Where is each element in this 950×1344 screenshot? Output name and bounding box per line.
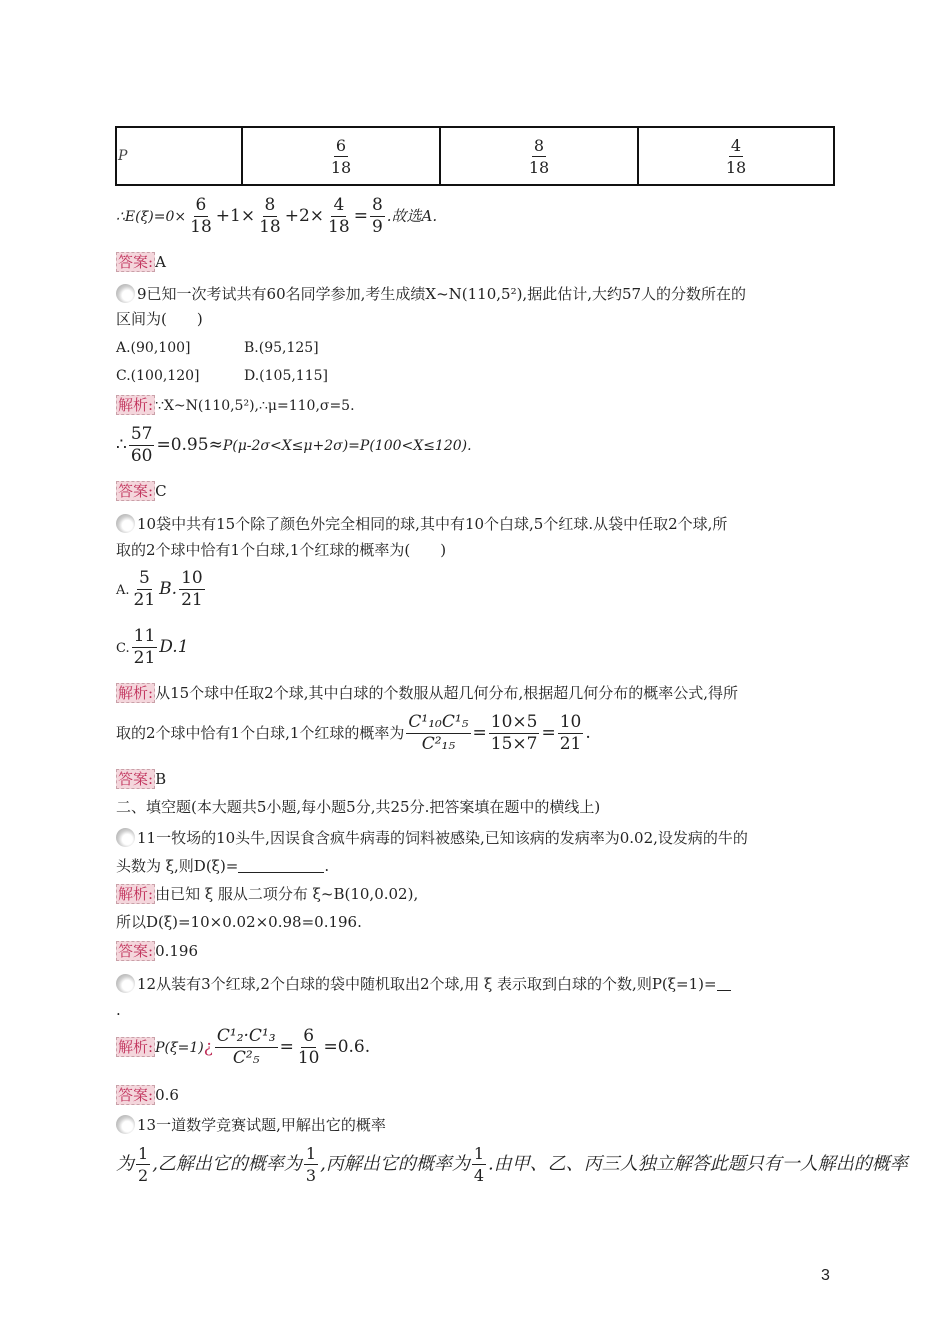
table-cell (242, 127, 440, 185)
answer-value: B (155, 770, 167, 788)
fraction-numerator: 6 (303, 1026, 315, 1046)
answer-value: C (155, 482, 167, 500)
q12-answer-line (116, 1085, 179, 1105)
q9-option-b: B.(95,125] (244, 340, 319, 356)
fraction-numerator: C¹₁₀C¹₅ (408, 712, 469, 732)
calc-middle: =0.95≈ (156, 435, 223, 455)
question-13-line1 (116, 1115, 386, 1135)
question-text: 一道数学竞赛试题,甲解出它的概率 (156, 1116, 386, 1134)
answer-blank (717, 976, 731, 991)
question-bullet-icon (116, 514, 135, 533)
answer-label: 答案: (118, 482, 154, 500)
answer-label: 答案: (118, 770, 154, 788)
analysis-text: ∵X~N(110,5²),∴μ=110,σ=5. (155, 398, 355, 414)
table-cell (638, 127, 834, 185)
q9-option-c: C.(100,120] (116, 368, 200, 384)
question-number: 13 (137, 1116, 157, 1134)
answer-label: 答案: (118, 1086, 154, 1104)
question-9-line2: 区间为( ) (116, 310, 203, 328)
fraction-denominator: 18 (725, 157, 747, 177)
fraction-denominator: 9 (371, 217, 383, 237)
answer-value: 0.196 (155, 942, 199, 960)
calc-rest: P(μ-2σ<X≤μ+2σ)=P(100<X≤120). (222, 438, 472, 454)
q9-option-a: A.(90,100] (116, 340, 191, 356)
question-bullet-icon (116, 1115, 135, 1134)
fraction-numerator: 8 (371, 195, 383, 215)
question-10-line1 (116, 514, 727, 534)
question-text: .由甲、乙、丙三人独立解答此题只有一人解出的概率 (488, 1153, 908, 1175)
question-bullet-icon (116, 284, 135, 303)
question-number: 10 (137, 515, 157, 533)
question-9-line1 (116, 284, 746, 304)
question-text: 袋中共有15个除了颜色外完全相同的球,其中有10个白球,5个红球.从袋中任取2个球,所 (156, 515, 728, 533)
answer-value: A (155, 253, 166, 271)
expectation-line (116, 195, 437, 238)
expectation-prefix: ∴E(ξ)=0× (116, 209, 187, 225)
fraction-denominator: C²₁₅ (421, 734, 456, 754)
q11-answer-line (116, 941, 198, 961)
option-a-label: A. (116, 583, 130, 598)
question-12-line2: . (116, 1001, 121, 1019)
fraction-denominator: C²₅ (232, 1048, 260, 1068)
answer-value: 0.6 (155, 1086, 179, 1104)
analysis-text: 由已知 ξ 服从二项分布 ξ~B(10,0.02), (155, 885, 419, 903)
expectation-term: = (353, 206, 368, 226)
fraction-denominator: 21 (133, 590, 156, 610)
fraction-numerator: C¹₂·C¹₃ (216, 1026, 276, 1046)
question-12-line1 (116, 974, 731, 994)
question-text: 已知一次考试共有60名同学参加,考生成绩X~N(110,5²),据此估计,大约57人的分数所在的 (146, 285, 747, 303)
fraction-denominator: 21 (133, 648, 156, 668)
fraction-denominator: 15×7 (490, 734, 538, 754)
q8-answer-line (116, 252, 166, 272)
fraction-numerator: 11 (133, 626, 156, 646)
answer-label: 答案: (118, 253, 154, 271)
fraction-denominator: 2 (138, 1166, 149, 1185)
fraction-numerator: 57 (130, 424, 153, 444)
fraction-numerator: 6 (335, 135, 347, 155)
question-bullet-icon (116, 828, 135, 847)
expectation-suffix: .故选A. (386, 207, 438, 225)
fraction-denominator: 10 (297, 1048, 320, 1068)
fraction-numerator: 5 (138, 568, 150, 588)
question-text: 头数为 ξ,则D(ξ)= (116, 857, 239, 875)
fraction-numerator: 6 (195, 195, 207, 215)
q10-analysis-line2: 取的2个球中恰有1个白球,1个红球的概率为 $\frac{\text{C¹₁₀C¹₅}}{\text{C²₁₅}}$ = $\frac{10\times 5}{15\times 7}$ = $\frac{10}{21}$ . (116, 712, 591, 754)
fraction-numerator: 10 (181, 568, 203, 588)
q10-analysis-line1 (116, 683, 738, 703)
probability-table (115, 126, 835, 186)
fraction-denominator: 18 (330, 157, 352, 177)
fraction-numerator: 1 (473, 1144, 485, 1163)
fraction-denominator: 21 (181, 590, 203, 610)
q9-answer-line (116, 481, 167, 501)
fraction-numerator: 4 (333, 195, 345, 215)
question-11-line1 (116, 828, 748, 848)
fraction-denominator: 18 (328, 217, 350, 237)
question-number: 12 (137, 975, 157, 993)
expectation-term: +2× (284, 206, 325, 226)
analysis-prefix: P(ξ=1) (155, 1040, 204, 1056)
fraction-numerator: 10 (559, 712, 582, 732)
q10-options-ab (116, 568, 207, 611)
q12-analysis-line: 解析: P(ξ=1)¿ $\frac{\text{C¹₂·C¹₃}}{\text{C²₅}}$ = $\frac{6}{10}$ =0.6. (118, 1026, 371, 1068)
table-row-label: P (116, 127, 242, 185)
answer-label: 答案: (118, 942, 154, 960)
question-text: ,丙解出它的概率为 (320, 1153, 470, 1175)
analysis-tail: =0.6. (323, 1037, 371, 1057)
fraction-denominator: 4 (473, 1166, 485, 1185)
question-11-line2 (116, 856, 329, 876)
calc-prefix: ∴ (116, 435, 127, 455)
q11-analysis-line1 (116, 884, 418, 904)
page-number: 3 (821, 1267, 830, 1284)
section-heading: 二、填空题(本大题共5小题,每小题5分,共25分.把答案填在题中的横线上) (116, 798, 601, 816)
question-bullet-icon (116, 974, 135, 993)
question-13-line2 (116, 1143, 950, 1186)
q9-option-d: D.(105,115] (244, 368, 328, 384)
analysis-label: 解析: (118, 1038, 154, 1056)
q11-analysis-line2: 所以D(ξ)=10×0.02×0.98=0.196. (116, 913, 362, 931)
analysis-text: 从15个球中任取2个球,其中白球的个数服从超几何分布,根据超几何分布的概率公式,得所 (155, 684, 739, 702)
q10-options-cd (116, 626, 189, 669)
fraction-numerator: 1 (305, 1144, 317, 1163)
q9-analysis-line (116, 395, 355, 416)
question-text: 为 (116, 1153, 134, 1175)
question-10-line2: 取的2个球中恰有1个白球,1个红球的概率为( ) (116, 541, 447, 559)
fraction-numerator: 8 (533, 135, 545, 155)
answer-blank (238, 858, 324, 873)
fraction-denominator: 18 (259, 217, 281, 237)
option-b-label: B. (159, 579, 178, 599)
q10-answer-line (116, 769, 166, 789)
option-c-label: C. (116, 641, 130, 656)
analysis-glyph: ¿ (203, 1037, 213, 1057)
fraction-denominator: 3 (305, 1166, 317, 1185)
question-number: 9 (137, 285, 147, 303)
question-text: 一牧场的10头牛,因误食含疯牛病毒的饲料被感染,已知该病的发病率为0.02,设发病的牛的 (156, 829, 748, 847)
question-text-end: . (324, 857, 330, 875)
fraction-denominator: 60 (130, 446, 153, 466)
fraction-denominator: 18 (190, 217, 212, 237)
fraction-denominator: 21 (559, 734, 582, 754)
q9-calc-line (116, 424, 472, 467)
analysis-label: 解析: (118, 396, 154, 414)
fraction-denominator: 18 (528, 157, 550, 177)
table-cell (440, 127, 638, 185)
fraction-numerator: 4 (730, 135, 742, 155)
analysis-label: 解析: (118, 684, 154, 702)
expectation-term: +1× (215, 206, 256, 226)
fraction-numerator: 10×5 (490, 712, 538, 732)
question-text: ,乙解出它的概率为 (152, 1153, 302, 1175)
question-number: 11 (137, 829, 157, 847)
analysis-label: 解析: (118, 885, 154, 903)
fraction-numerator: 8 (264, 195, 276, 215)
fraction-numerator: 1 (138, 1144, 149, 1163)
question-text: 从装有3个红球,2个白球的袋中随机取出2个球,用 ξ 表示取到白球的个数,则P(ξ=1)= (156, 975, 717, 993)
option-d: D.1 (159, 637, 189, 657)
analysis-text: 取的2个球中恰有1个白球,1个红球的概率为 (116, 724, 405, 742)
